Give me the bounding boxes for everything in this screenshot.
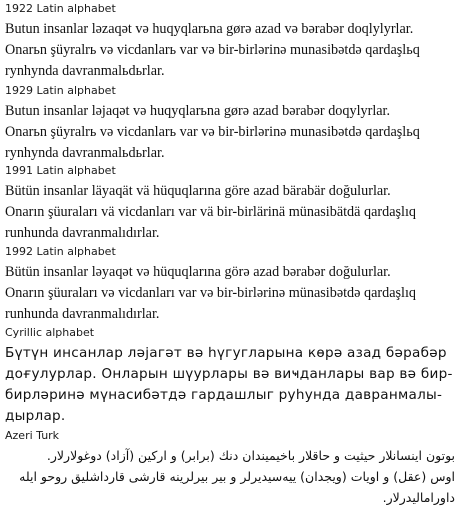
text-line: Onarın şüuraları və vicdanları var və bir-birlərinə münasibətdə qardaşlıq xyxy=(5,285,416,301)
section-heading: 1992 Latin alphabet xyxy=(5,245,116,258)
text-line: runhunda davranmalıdırlar. xyxy=(5,306,160,322)
text-line: Bütün insanlar läyaqät vä hüquqlarına göre azad bärabär doğulurlar. xyxy=(5,183,391,199)
section-text xyxy=(5,262,457,325)
section-text xyxy=(5,181,457,244)
text-line: Onarьn şüyralrь və vicdanlarь var və bir-birlərinə munasibətdə qardaşlьq xyxy=(5,124,420,140)
text-line: runhunda davranmalıdırlar. xyxy=(5,225,160,241)
text-line: дырлар. xyxy=(5,408,66,424)
text-line: rynhynda davranmalьdьrlar. xyxy=(5,145,165,161)
section-text xyxy=(5,101,457,164)
section-text xyxy=(5,19,457,82)
section-heading: Azeri Turk xyxy=(5,429,60,442)
text-line: rynhynda davranmalьdьrlar. xyxy=(5,63,165,79)
text-line: Onarın şüuraları vä vicdanları var vä bir-birlärinä münasibätdä qardaşlıq xyxy=(5,204,416,220)
section-text xyxy=(7,445,455,508)
section-heading: 1922 Latin alphabet xyxy=(5,2,116,15)
section-heading: 1929 Latin alphabet xyxy=(5,84,116,97)
text-line: بوتون اينسانلار حيثيت و حاقلار باخيميندان دنك (برابر) و اركين (آزاد) دوغولارلار. xyxy=(46,448,455,463)
text-line: бирләринә мүнасибәтдә гардашлыг руһунда давранмалы- xyxy=(5,387,443,403)
text-line: Butun insanlar ləzaqət və huqyqlarьna gørə azad və bərabər doqlylyrlar. xyxy=(5,21,414,37)
section-text xyxy=(5,343,457,427)
text-line: Bütün insanlar ləyaqət və hüquqlarına görə azad bərabər doğulurlar. xyxy=(5,264,391,280)
text-line: доғулурлар. Онларын шүурлары вә виҹданлары вар вә бир- xyxy=(5,366,453,382)
text-line: Onarьn şüyralrь və vicdanlarь var və bir-birlərinə munasibətdə qardaşlьq xyxy=(5,42,420,58)
text-line: Butun insanlar ləjaqət və huqyqlarьna gørə azad bərabər doqylyrlar. xyxy=(5,103,391,119)
text-line: داورامالیدرلار. xyxy=(382,490,455,505)
text-line: اوس (عقل) و اويات (ويجدان) ييەسيديرلر و بير بيرلرينه قارشى قارداشليق روحو ايله xyxy=(19,469,455,484)
section-heading: 1991 Latin alphabet xyxy=(5,164,116,177)
text-line: Бүтүн инсанлар ләјагәт вә һүгугларына көрә азад бәрабәр xyxy=(5,345,447,361)
section-heading: Cyrillic alphabet xyxy=(5,326,95,339)
